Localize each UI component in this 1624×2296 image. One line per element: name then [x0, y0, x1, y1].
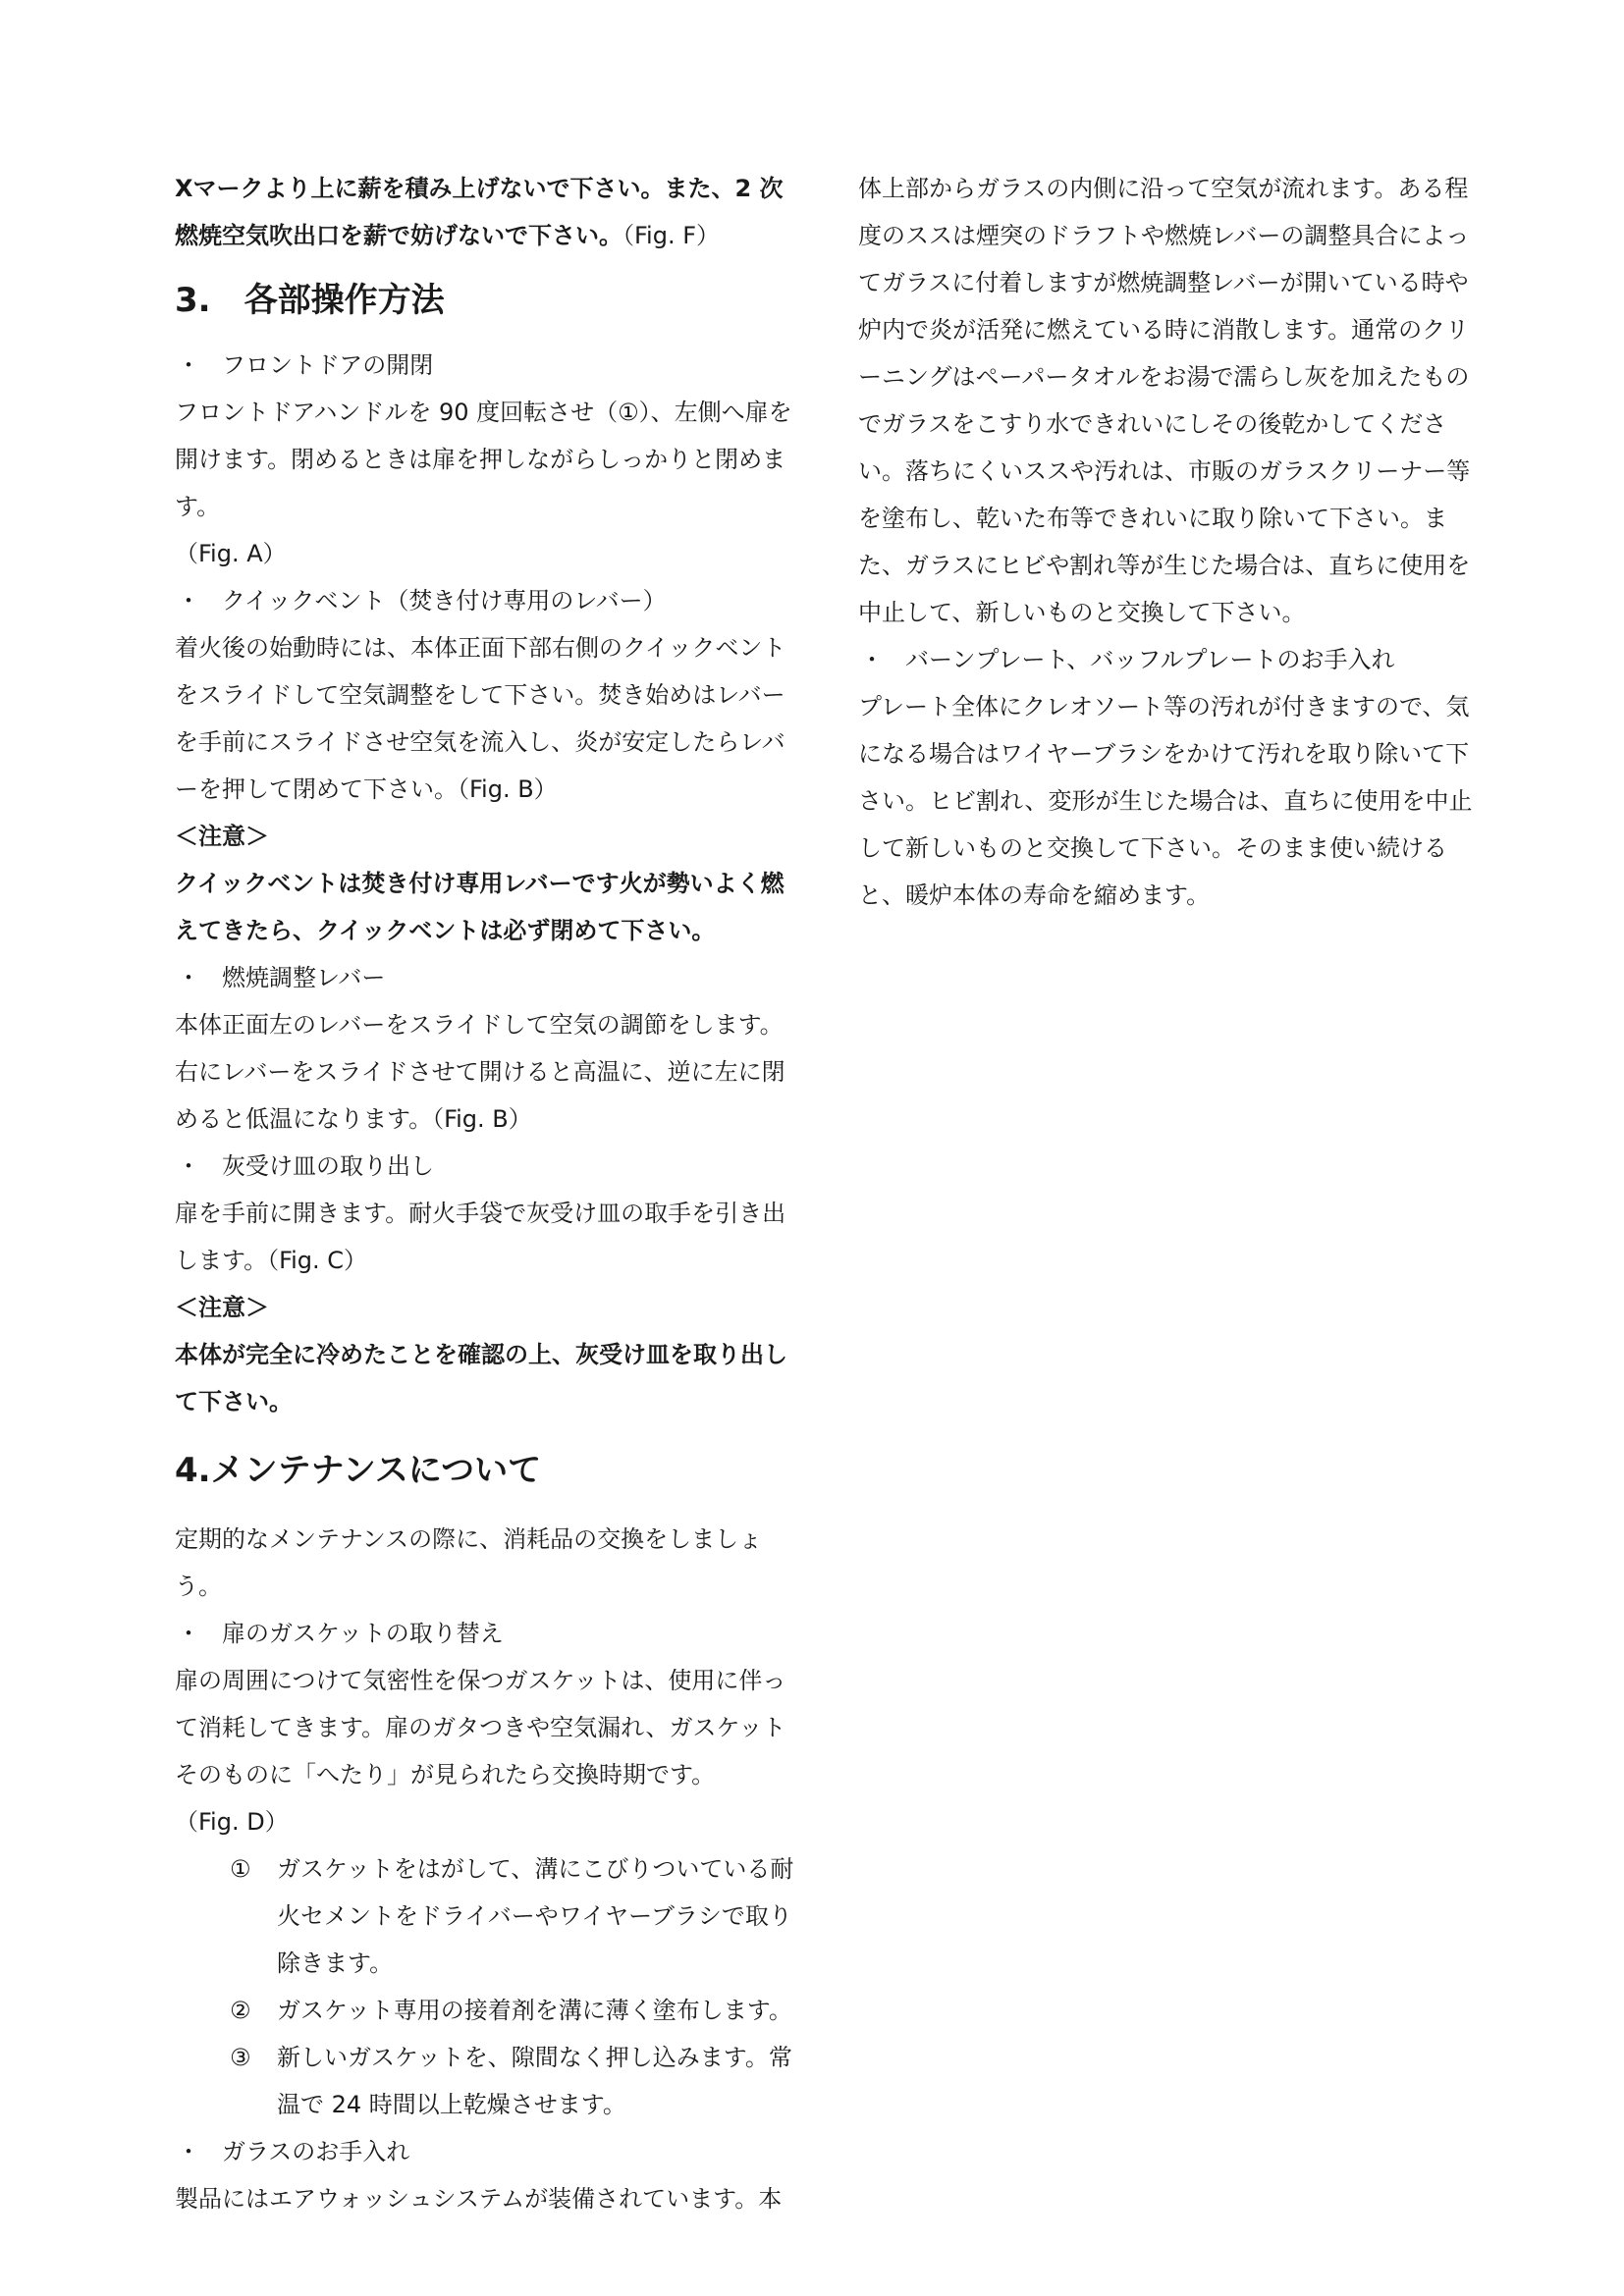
step-number: ③ — [230, 2044, 251, 2071]
gasket-step-1 — [175, 1845, 803, 1987]
ash-pan-note-label: ＜注意＞ — [175, 1294, 269, 1321]
ash-pan-item — [175, 1143, 803, 1190]
step-text: ガスケット専用の接着剤を溝に薄く塗布します。 — [277, 1997, 792, 2024]
front-door-body: フロントドアハンドルを 90 度回転させ（①）、左側へ扉を開けます。閉めるときは扉を押しながらしっかりと閉めます。 — [175, 399, 792, 520]
quick-vent-note-label: ＜注意＞ — [175, 823, 269, 850]
front-door-fig-ref: （Fig. A） — [175, 540, 287, 567]
section-4-intro: 定期的なメンテナンスの際に、消耗品の交換をしましょう。 — [175, 1525, 763, 1600]
combustion-lever-title: 燃焼調整レバー — [222, 964, 386, 991]
quick-vent-body: 着火後の始動時には、本体正面下部右側のクイックベントをスライドして空気調整をして下さい。焚き始めはレバーを手前にスライドさせ空気を流入し、炎が安定したらレバーを押して閉めて下さい。（Fig. B） — [175, 634, 786, 803]
intro-bold-text: Xマークより上に薪を積み上げないで下さい。また、2 次燃焼空気吹出口を薪で妨げないで下さい。 — [175, 175, 784, 249]
quick-vent-note: クイックベントは焚き付け専用レバーです火が勢いよく燃えてきたら、クイックベントは必ず閉めて下さい。 — [175, 870, 785, 944]
bullet-mark: ・ — [177, 2138, 200, 2165]
combustion-lever-body: 本体正面左のレバーをスライドして空気の調節をします。右にレバーをスライドさせて開けると高温に、逆に左に閉めると低温になります。（Fig. B） — [175, 1011, 785, 1133]
gasket-body: 扉の周囲につけて気密性を保つガスケットは、使用に伴って消耗してきます。扉のガタつきや空気漏れ、ガスケットそのものに「へたり」が見られたら交換時期です。 — [175, 1667, 786, 1789]
section-4-heading: 4.メンテナンスについて — [175, 1451, 542, 1490]
bullet-mark: ・ — [177, 587, 200, 614]
right-column — [858, 165, 1487, 919]
gasket-fig-ref: （Fig. D） — [175, 1808, 289, 1836]
left-column — [175, 165, 803, 2222]
ash-pan-body: 扉を手前に開きます。耐火手袋で灰受け皿の取手を引き出します。（Fig. C） — [175, 1200, 786, 1274]
gasket-title: 扉のガスケットの取り替え — [222, 1620, 504, 1647]
glass-item — [175, 2128, 803, 2175]
plates-body: プレート全体にクレオソート等の汚れが付きますので、気になる場合はワイヤーブラシをかけて汚れを取り除いて下さい。ヒビ割れ、変形が生じた場合は、直ちに使用を中止して新しいものと交換して下さい。そのまま使い続けると、暖炉本体の寿命を縮めます。 — [858, 693, 1473, 909]
bullet-mark: ・ — [177, 1152, 200, 1180]
plates-title: バーンプレート、バッフルプレートのお手入れ — [905, 646, 1395, 673]
section-3-heading: 3. 各部操作方法 — [175, 281, 445, 320]
step-text: 新しいガスケットを、隙間なく押し込みます。常温で 24 時間以上乾燥させます。 — [277, 2044, 792, 2118]
bullet-mark: ・ — [860, 646, 884, 673]
glass-body-continued: 体上部からガラスの内側に沿って空気が流れます。ある程度のススは煙突のドラフトや燃焼レバーの調整具合によってガラスに付着しますが燃焼調整レバーが開いている時や炉内で炎が活発に燃えている時に消散します。通常のクリーニングはペーパータオルをお湯で濡らし灰を加えたものでガラスをこすり水できれいにしその後乾かしてください。落ちにくいススや汚れは、市販のガラスクリーナー等を塗布し、乾いた布等できれいに取り除いて下さい。また、ガラスにヒビや割れ等が生じた場合は、直ちに使用を中止して、新しいものと交換して下さい。 — [858, 175, 1471, 626]
bullet-mark: ・ — [177, 1620, 200, 1647]
gasket-step-3 — [175, 2034, 803, 2128]
plates-item — [858, 636, 1487, 683]
quick-vent-item — [175, 577, 803, 624]
front-door-title: フロントドアの開閉 — [222, 351, 434, 379]
intro-fig-ref: （Fig. F） — [623, 222, 721, 249]
combustion-lever-item — [175, 954, 803, 1001]
gasket-item — [175, 1610, 803, 1657]
ash-pan-title: 灰受け皿の取り出し — [222, 1152, 434, 1180]
step-number: ① — [230, 1855, 251, 1883]
step-text: ガスケットをはがして、溝にこびりついている耐火セメントをドライバーやワイヤーブラシで取り除きます。 — [277, 1855, 794, 1977]
bullet-mark: ・ — [177, 964, 200, 991]
bullet-mark: ・ — [177, 351, 200, 379]
glass-title: ガラスのお手入れ — [222, 2138, 410, 2165]
step-number: ② — [230, 1997, 251, 2024]
gasket-steps — [175, 1845, 803, 2128]
gasket-step-2 — [175, 1987, 803, 2034]
quick-vent-title: クイックベント（焚き付け専用のレバー） — [222, 587, 667, 614]
ash-pan-note: 本体が完全に冷めたことを確認の上、灰受け皿を取り出して下さい。 — [175, 1341, 787, 1415]
glass-body-start: 製品にはエアウォッシュシステムが装備されています。本 — [175, 2185, 783, 2213]
front-door-item — [175, 342, 803, 389]
intro-paragraph — [175, 165, 803, 259]
